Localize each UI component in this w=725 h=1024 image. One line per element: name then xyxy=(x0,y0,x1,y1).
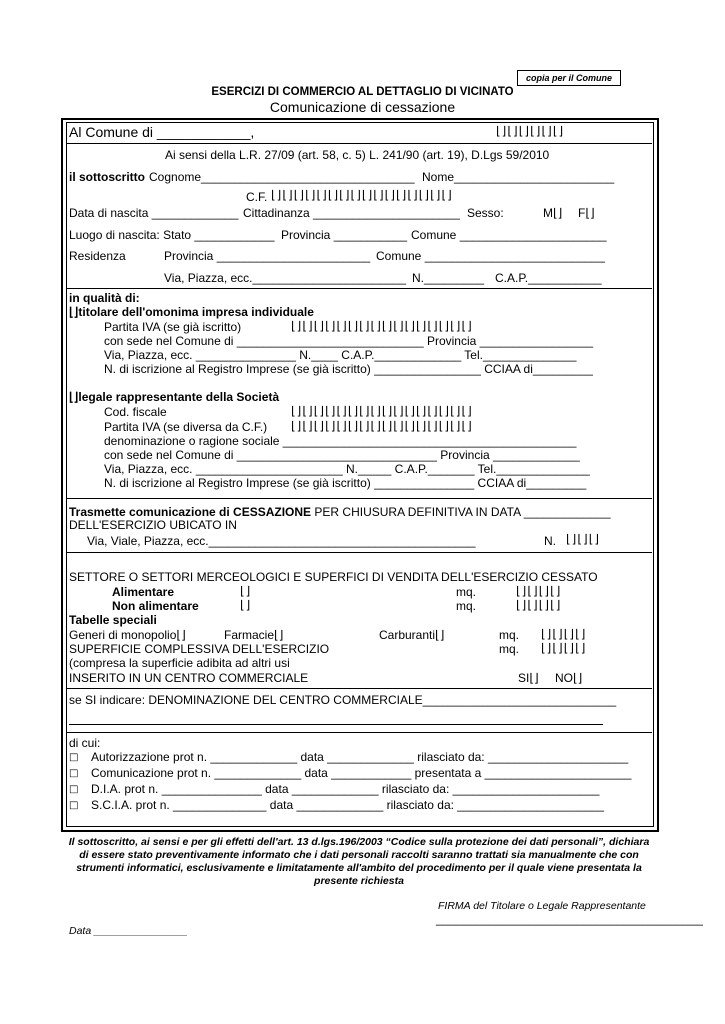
owner-vat-label: Partita IVA (se già iscritto) xyxy=(104,320,242,334)
rep-vat-boxes[interactable]: ⌊⌋⌊⌋⌊⌋⌊⌋⌊⌋⌊⌋⌊⌋⌊⌋⌊⌋⌊⌋⌊⌋⌊⌋⌊⌋⌊⌋⌊⌋⌊⌋ xyxy=(291,419,473,433)
mall-yes-checkbox[interactable]: SI⌊⌋ xyxy=(518,671,539,685)
mall-label: INSERITO IN UN CENTRO COMMERCIALE xyxy=(69,671,309,685)
total-mq-label: mq. xyxy=(499,642,520,656)
of-which-label: di cui: xyxy=(69,736,101,750)
mall-no-checkbox[interactable]: NO⌊⌋ xyxy=(555,671,583,685)
cf-boxes[interactable]: ⌊⌋⌊⌋⌊⌋⌊⌋⌊⌋⌊⌋⌊⌋⌊⌋⌊⌋⌊⌋⌊⌋⌊⌋⌊⌋⌊⌋⌊⌋⌊⌋ xyxy=(271,188,453,202)
rep-company-name-field[interactable]: denominazione o ragione sociale ____________________________________________ xyxy=(104,434,577,448)
copy-label: copia per il Comune xyxy=(517,70,621,86)
sex-label: Sesso: xyxy=(467,206,504,220)
residence-label: Residenza xyxy=(69,249,126,263)
signer-label: il sottoscritto xyxy=(69,170,146,184)
name-field[interactable]: Nome________________________ xyxy=(422,170,615,184)
sex-m-checkbox[interactable]: M⌊⌋ xyxy=(543,206,563,220)
signature-label: FIRMA del Titolare o Legale Rappresentante xyxy=(438,900,646,912)
cessation-date-field[interactable]: PER CHIUSURA DEFINITIVA IN DATA _____________ xyxy=(311,505,611,519)
privacy-notice: Il sottoscritto, ai sensi e per gli effetti dell'art. 13 d.lgs.196/2003 “Codice sulla protezione dei dati personali”, dichiara di essere stato preventivamente informato che i dati personali raccolti saranno trattati sia manualmente che con strumenti informatici, esclusivamente e limitatamente all'ambito del procedimento per il quale viene presentata la presente richiesta xyxy=(68,836,650,887)
authorization-field[interactable]: Autorizzazione prot n. _____________ data _____________ rilasciato da: _____________________ xyxy=(91,750,629,764)
food-mq-boxes[interactable]: ⌊⌋⌊⌋⌊⌋⌊⌋ xyxy=(516,584,562,598)
rep-street-field[interactable]: Via, Piazza, ecc. ______________________ N._____ C.A.P._______ Tel.______________ xyxy=(104,462,590,476)
form-subtitle: Comunicazione di cessazione xyxy=(269,99,456,115)
capacity-label: in qualità di: xyxy=(69,291,140,305)
citizenship-field[interactable]: Cittadinanza ______________________ xyxy=(243,206,460,220)
total-area-note: (compresa la superficie adibita ad altri usi xyxy=(69,656,290,670)
mall-name-field[interactable]: se SI indicare: DENOMINAZIONE DEL CENTRO COMMERCIALE_____________________________ xyxy=(69,693,617,707)
addressee-label: Al Comune di ____________, xyxy=(69,124,255,140)
residence-cap-field[interactable]: C.A.P.___________ xyxy=(495,271,602,285)
communication-checkbox[interactable]: □ xyxy=(69,768,79,779)
representative-checkbox[interactable]: ⌊⌋legale rappresentante della Società xyxy=(69,390,280,404)
pharmacy-checkbox[interactable]: Farmacie⌊⌋ xyxy=(224,628,284,642)
sex-f-checkbox[interactable]: F⌊⌋ xyxy=(578,206,595,220)
food-checkbox[interactable]: ⌊⌋ xyxy=(240,584,252,598)
scia-field[interactable]: S.C.I.A. prot n. ______________ data _____________ rilasciato da: ______________________ xyxy=(91,798,605,812)
legal-reference: Ai sensi della L.R. 27/09 (art. 58, c. 5) L. 241/90 (art. 19), D.Lgs 59/2010 xyxy=(165,148,550,162)
divider xyxy=(67,498,652,499)
divider xyxy=(67,552,652,553)
surname-field[interactable]: Cognome________________________________ xyxy=(149,170,415,184)
owner-street-field[interactable]: Via, Piazza, ecc. _______________ N.____ C.A.P._____________ Tel.______________ xyxy=(104,348,577,362)
rep-register-field[interactable]: N. di iscrizione al Registro Imprese (se già iscritto) _______________ CCIAA di_________ xyxy=(104,476,587,490)
sectors-title: SETTORE O SETTORI MERCEOLOGICI E SUPERFICI DI VENDITA DELL'ESERCIZIO CESSATO xyxy=(69,570,598,584)
signature-field[interactable]: ________________________________________ xyxy=(436,912,703,926)
food-mq-label: mq. xyxy=(456,585,477,599)
owner-vat-boxes[interactable]: ⌊⌋⌊⌋⌊⌋⌊⌋⌊⌋⌊⌋⌊⌋⌊⌋⌊⌋⌊⌋⌊⌋⌊⌋⌊⌋⌊⌋⌊⌋⌊⌋ xyxy=(291,319,473,333)
cessation-number-boxes[interactable]: ⌊⌋⌊⌋⌊⌋ xyxy=(566,532,601,546)
monopoly-checkbox[interactable]: Generi di monopolio⌊⌋ xyxy=(69,628,186,642)
cessation-location-label: DELL'ESERCIZIO UBICATO IN xyxy=(69,518,237,532)
cessation-street-field[interactable]: Via, Viale, Piazza, ecc.________________________________________ xyxy=(87,534,476,548)
nonfood-mq-boxes[interactable]: ⌊⌋⌊⌋⌊⌋⌊⌋ xyxy=(516,598,562,612)
nonfood-mq-label: mq. xyxy=(456,599,477,613)
residence-number-field[interactable]: N._________ xyxy=(412,271,485,285)
blank-line xyxy=(69,724,603,725)
authorization-checkbox[interactable]: □ xyxy=(69,752,79,763)
divider xyxy=(67,688,652,689)
owner-seat-field[interactable]: con sede nel Comune di ____________________________ Provincia _________________ xyxy=(104,334,594,348)
birth-province-field[interactable]: Provincia ___________ xyxy=(281,228,408,242)
dia-checkbox[interactable]: □ xyxy=(69,784,79,795)
divider xyxy=(67,143,652,144)
divider xyxy=(67,288,652,289)
form-title: ESERCIZI DI COMMERCIO AL DETTAGLIO DI VICINATO xyxy=(211,86,514,98)
food-label: Alimentare xyxy=(112,585,175,599)
birth-date-field[interactable]: Data di nascita _____________ xyxy=(69,206,239,220)
rep-taxcode-label: Cod. fiscale xyxy=(104,405,167,419)
residence-street-field[interactable]: Via, Piazza, ecc._______________________ xyxy=(164,271,406,285)
residence-province-field[interactable]: Provincia _______________________ xyxy=(164,249,371,263)
date-field[interactable]: Data ________________ xyxy=(69,925,188,937)
comune-code-boxes[interactable]: ⌊⌋⌊⌋⌊⌋⌊⌋⌊⌋⌊⌋ xyxy=(496,124,565,138)
owner-register-field[interactable]: N. di iscrizione al Registro Imprese (se già iscritto) ________________ CCIAA di_________ xyxy=(104,362,593,376)
special-mq-label: mq. xyxy=(499,628,520,642)
cf-label: C.F. xyxy=(246,190,268,204)
cessation-bold: Trasmette comunicazione di CESSAZIONE xyxy=(69,505,312,519)
communication-field[interactable]: Comunicazione prot n. _____________ data ____________ presentata a ______________________ xyxy=(91,766,632,780)
dia-field[interactable]: D.I.A. prot n. _______________ data _____________ rilasciato da: ______________________ xyxy=(91,782,600,796)
nonfood-label: Non alimentare xyxy=(112,599,199,613)
rep-seat-field[interactable]: con sede nel Comune di ______________________________ Provincia _____________ xyxy=(104,448,580,462)
divider xyxy=(67,732,652,733)
total-mq-boxes[interactable]: ⌊⌋⌊⌋⌊⌋⌊⌋ xyxy=(541,641,587,655)
residence-comune-field[interactable]: Comune ___________________________ xyxy=(376,249,605,263)
special-tables-label: Tabelle speciali xyxy=(69,613,157,627)
rep-vat-label: Partita IVA (se diversa da C.F.) xyxy=(104,420,268,434)
rep-taxcode-boxes[interactable]: ⌊⌋⌊⌋⌊⌋⌊⌋⌊⌋⌊⌋⌊⌋⌊⌋⌊⌋⌊⌋⌊⌋⌊⌋⌊⌋⌊⌋⌊⌋⌊⌋ xyxy=(291,404,473,418)
birth-comune-field[interactable]: Comune ______________________ xyxy=(411,228,607,242)
special-mq-boxes[interactable]: ⌊⌋⌊⌋⌊⌋⌊⌋ xyxy=(541,627,587,641)
nonfood-checkbox[interactable]: ⌊⌋ xyxy=(240,598,252,612)
cessation-number-label: N. xyxy=(544,534,556,548)
total-area-label: SUPERFICIE COMPLESSIVA DELL'ESERCIZIO xyxy=(69,642,330,656)
owner-checkbox[interactable]: ⌊⌋titolare dell'omonima impresa individuale xyxy=(69,305,314,319)
birth-place-field[interactable]: Luogo di nascita: Stato ____________ xyxy=(69,228,275,242)
cessation-statement xyxy=(69,505,611,519)
fuel-checkbox[interactable]: Carburanti⌊⌋ xyxy=(379,628,445,642)
scia-checkbox[interactable]: □ xyxy=(69,800,79,811)
